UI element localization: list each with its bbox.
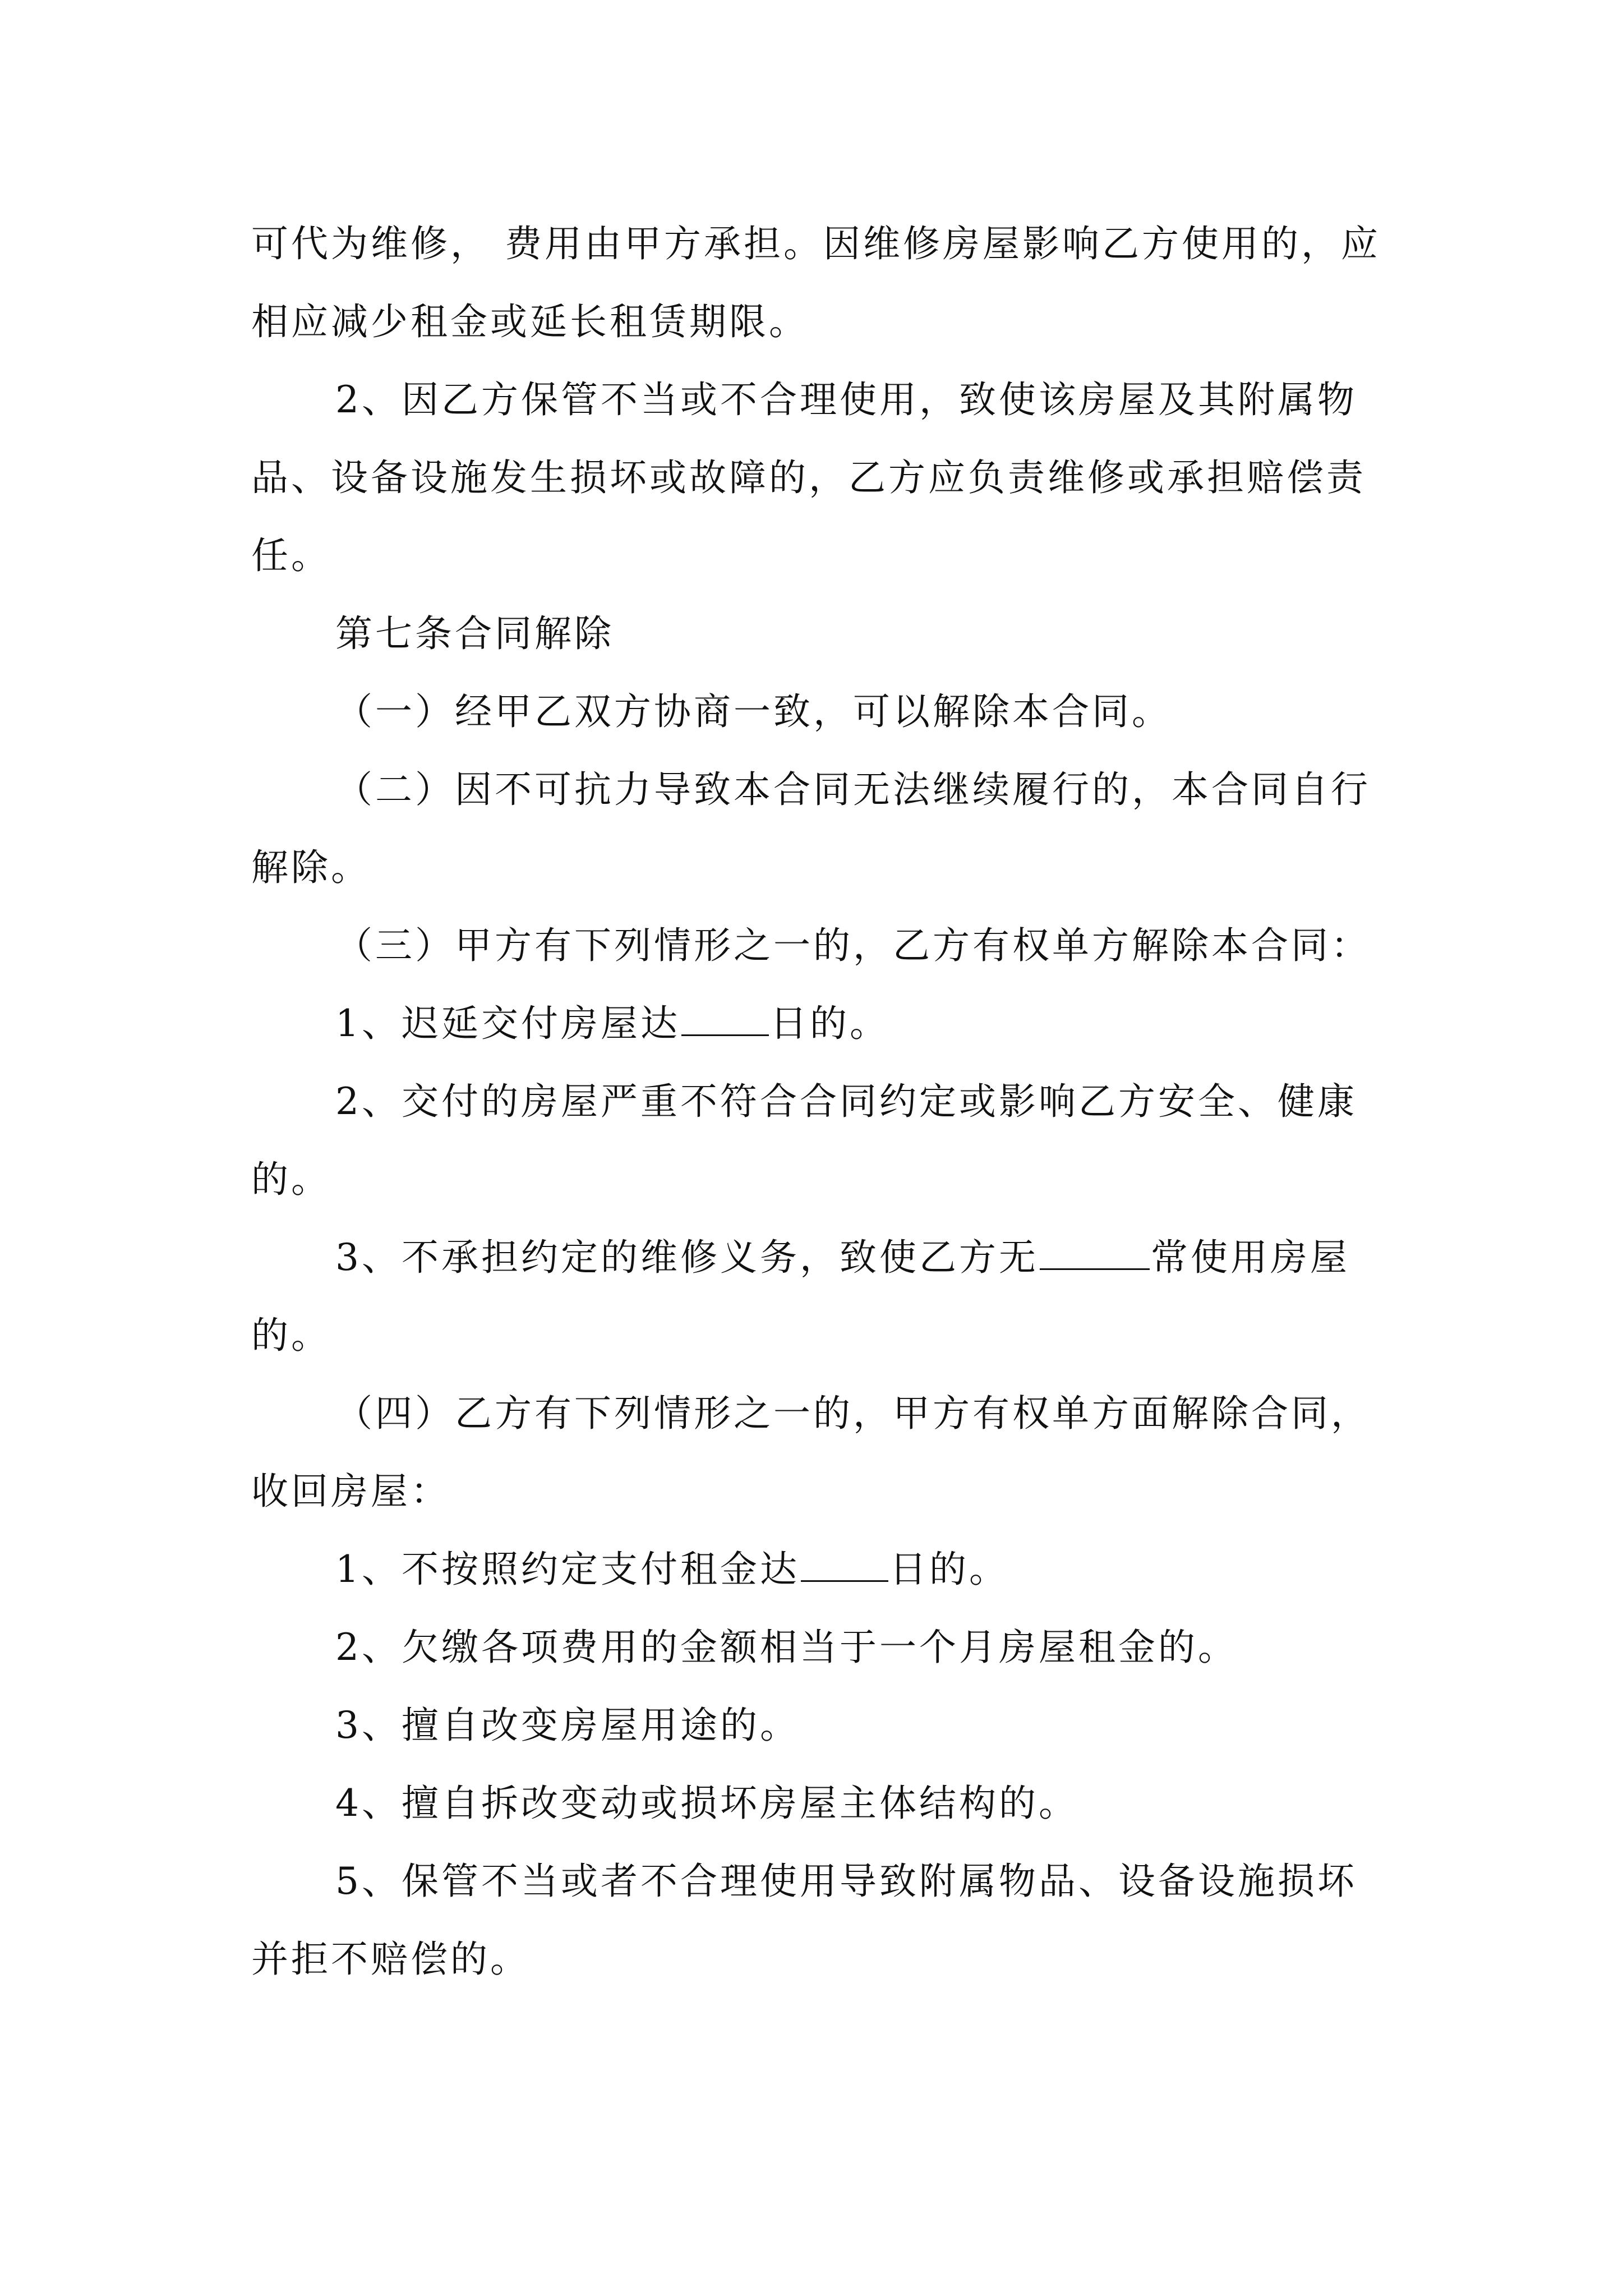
tenant-breach-item-two: 2、欠缴各项费用的金额相当于一个月房屋租金的。 — [335, 1626, 1238, 1669]
landlord-breach-item-one — [251, 984, 1390, 1062]
tenant-breach-item-five: 5、保管不当或者不合理使用导致附属物品、设备设施损坏并拒不赔偿的。 — [251, 1860, 1357, 1981]
section-heading-contract-termination: 第七条合同解除 — [335, 612, 614, 655]
landlord-breach-item-one-text: 1、迟延交付房屋达 — [335, 1002, 680, 1045]
termination-clause-three: （三）甲方有下列情形之一的，乙方有权单方解除本合同： — [335, 924, 1371, 967]
blank-rent-days-field — [801, 1545, 888, 1582]
tenant-breach-item-one-suffix: 日的。 — [889, 1548, 1009, 1591]
termination-clause-one: （一）经甲乙双方协商一致，可以解除本合同。 — [335, 690, 1172, 733]
blank-days-field — [681, 999, 769, 1036]
landlord-breach-item-three-text: 3、不承担约定的维修义务，致使乙方无 — [335, 1236, 1039, 1279]
paragraph-tenant-damage: 2、因乙方保管不当或不合理使用，致使该房屋及其附属物品、设备设施发生损坏或故障的，乙方应负责维修或承担赔偿责任。 — [251, 378, 1366, 577]
tenant-breach-item-one — [251, 1530, 1390, 1608]
tenant-breach-item-four: 4、擅自拆改变动或损坏房屋主体结构的。 — [335, 1782, 1078, 1825]
document-body — [251, 205, 1390, 1998]
tenant-breach-item-three: 3、擅自改变房屋用途的。 — [335, 1704, 800, 1747]
landlord-breach-item-one-suffix: 日的。 — [770, 1002, 889, 1045]
tenant-breach-item-one-text: 1、不按照约定支付租金达 — [335, 1548, 800, 1591]
landlord-breach-item-three-suffix: 常使用房屋的。 — [251, 1236, 1350, 1357]
termination-clause-four: （四）乙方有下列情形之一的，甲方有权单方面解除合同，收回房屋： — [251, 1392, 1371, 1513]
paragraph-repair-cost: 可代为维修， 费用由甲方承担。因维修房屋影响乙方使用的，应相应减少租金或延长租赁期限。 — [251, 222, 1381, 343]
blank-use-field — [1040, 1233, 1150, 1270]
landlord-breach-item-two: 2、交付的房屋严重不符合合同约定或影响乙方安全、健康的。 — [251, 1080, 1357, 1201]
termination-clause-two: （二）因不可抗力导致本合同无法继续履行的，本合同自行解除。 — [251, 768, 1371, 889]
landlord-breach-item-three — [251, 1218, 1390, 1374]
